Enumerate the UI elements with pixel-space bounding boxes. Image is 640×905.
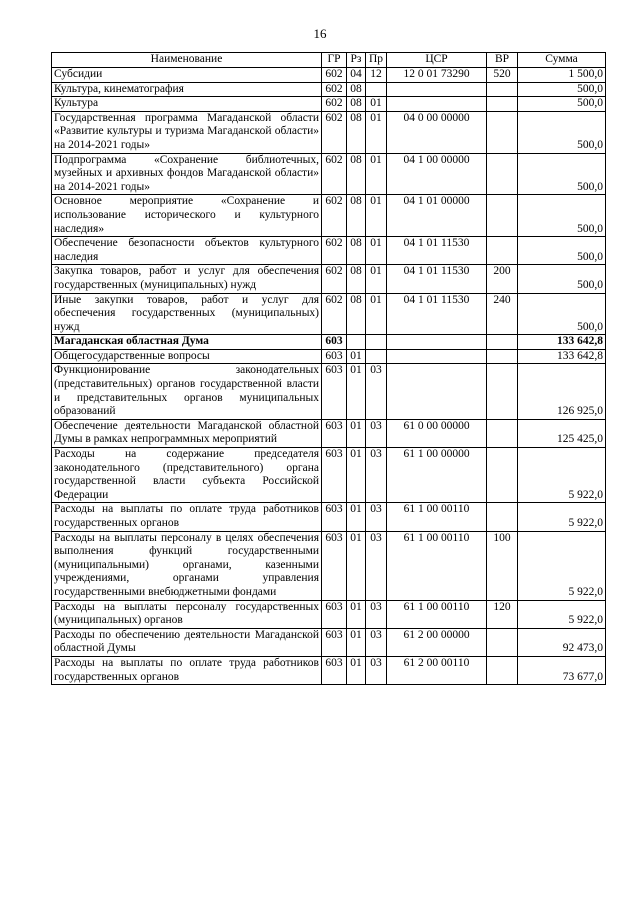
cell-vr: 200 — [487, 265, 518, 293]
table-row — [52, 68, 606, 83]
cell-gr: 602 — [322, 195, 347, 237]
cell-gr: 602 — [322, 82, 347, 97]
cell-gr: 602 — [322, 68, 347, 83]
budget-table — [51, 52, 606, 685]
cell-csr — [387, 364, 487, 419]
cell-gr: 603 — [322, 364, 347, 419]
cell-sum: 73 677,0 — [518, 656, 606, 684]
cell-rz: 01 — [347, 349, 366, 364]
table-row — [52, 111, 606, 153]
cell-pr: 01 — [366, 293, 387, 335]
cell-vr — [487, 448, 518, 503]
cell-sum: 500,0 — [518, 97, 606, 112]
cell-name: Расходы на выплаты персоналу государственных (муниципальных) органов — [52, 600, 322, 628]
table-row — [52, 82, 606, 97]
cell-pr — [366, 82, 387, 97]
cell-rz: 08 — [347, 153, 366, 195]
cell-gr: 602 — [322, 111, 347, 153]
cell-sum: 500,0 — [518, 82, 606, 97]
cell-vr — [487, 111, 518, 153]
cell-sum: 500,0 — [518, 237, 606, 265]
cell-vr: 120 — [487, 600, 518, 628]
cell-csr: 04 1 01 11530 — [387, 265, 487, 293]
cell-rz: 08 — [347, 265, 366, 293]
header-csr: ЦСР — [387, 53, 487, 68]
table-body — [52, 68, 606, 685]
cell-rz: 01 — [347, 503, 366, 531]
header-gr: ГР — [322, 53, 347, 68]
cell-rz: 01 — [347, 628, 366, 656]
cell-name: Обеспечение деятельности Магаданской областной Думы в рамках непрограммных мероприятий — [52, 419, 322, 447]
cell-vr — [487, 628, 518, 656]
cell-gr: 602 — [322, 265, 347, 293]
cell-gr: 602 — [322, 97, 347, 112]
cell-vr — [487, 419, 518, 447]
cell-gr: 603 — [322, 503, 347, 531]
cell-gr: 603 — [322, 531, 347, 600]
cell-csr: 61 1 00 00110 — [387, 600, 487, 628]
table-header — [52, 53, 606, 68]
cell-pr — [366, 349, 387, 364]
cell-rz: 01 — [347, 448, 366, 503]
cell-rz: 04 — [347, 68, 366, 83]
header-pr: Пр — [366, 53, 387, 68]
header-sum: Сумма — [518, 53, 606, 68]
cell-sum: 500,0 — [518, 293, 606, 335]
cell-name: Расходы на содержание председателя законодательного (представительного) органа государственной власти субъекта Российской Федерации — [52, 448, 322, 503]
table-row — [52, 195, 606, 237]
cell-sum: 1 500,0 — [518, 68, 606, 83]
cell-gr: 603 — [322, 628, 347, 656]
cell-csr — [387, 97, 487, 112]
cell-name: Подпрограмма «Сохранение библиотечных, музейных и архивных фондов Магаданской области» на 2014-2021 годы» — [52, 153, 322, 195]
cell-name: Расходы на выплаты по оплате труда работников государственных органов — [52, 503, 322, 531]
cell-sum: 5 922,0 — [518, 600, 606, 628]
cell-csr — [387, 82, 487, 97]
cell-pr: 03 — [366, 448, 387, 503]
cell-rz: 08 — [347, 97, 366, 112]
cell-csr: 61 1 00 00110 — [387, 503, 487, 531]
cell-pr: 03 — [366, 364, 387, 419]
cell-csr: 61 2 00 00000 — [387, 628, 487, 656]
cell-sum: 133 642,8 — [518, 349, 606, 364]
cell-pr: 03 — [366, 419, 387, 447]
cell-name: Иные закупки товаров, работ и услуг для обеспечения государственных (муниципальных) нужд — [52, 293, 322, 335]
table-row — [52, 153, 606, 195]
cell-vr — [487, 97, 518, 112]
cell-pr: 01 — [366, 153, 387, 195]
cell-vr: 520 — [487, 68, 518, 83]
cell-rz: 01 — [347, 364, 366, 419]
cell-csr: 61 2 00 00110 — [387, 656, 487, 684]
table-row — [52, 265, 606, 293]
cell-sum: 133 642,8 — [518, 335, 606, 350]
cell-name: Обеспечение безопасности объектов культурного наследия — [52, 237, 322, 265]
page-number: 16 — [313, 26, 327, 41]
cell-pr: 01 — [366, 97, 387, 112]
cell-csr — [387, 349, 487, 364]
cell-rz: 08 — [347, 237, 366, 265]
cell-sum: 5 922,0 — [518, 531, 606, 600]
cell-sum: 126 925,0 — [518, 364, 606, 419]
cell-csr: 61 0 00 00000 — [387, 419, 487, 447]
cell-rz — [347, 335, 366, 350]
cell-vr — [487, 656, 518, 684]
header-name: Наименование — [52, 53, 322, 68]
cell-name: Основное мероприятие «Сохранение и использование исторического и культурного наследия» — [52, 195, 322, 237]
cell-pr: 01 — [366, 195, 387, 237]
cell-pr: 03 — [366, 600, 387, 628]
cell-rz: 01 — [347, 419, 366, 447]
cell-csr: 04 1 01 11530 — [387, 293, 487, 335]
cell-gr: 603 — [322, 419, 347, 447]
cell-csr — [387, 335, 487, 350]
table-row — [52, 349, 606, 364]
cell-csr: 04 1 01 00000 — [387, 195, 487, 237]
cell-rz: 08 — [347, 111, 366, 153]
cell-vr — [487, 82, 518, 97]
cell-gr: 603 — [322, 656, 347, 684]
cell-csr: 61 1 00 00110 — [387, 531, 487, 600]
cell-name: Государственная программа Магаданской области «Развитие культуры и туризма Магаданской области» на 2014-2021 годы» — [52, 111, 322, 153]
cell-gr: 603 — [322, 448, 347, 503]
cell-rz: 08 — [347, 195, 366, 237]
cell-vr: 240 — [487, 293, 518, 335]
table-row — [52, 628, 606, 656]
cell-sum: 500,0 — [518, 265, 606, 293]
table-row — [52, 335, 606, 350]
table-row — [52, 503, 606, 531]
cell-vr: 100 — [487, 531, 518, 600]
cell-name: Расходы на выплаты по оплате труда работников государственных органов — [52, 656, 322, 684]
table-row — [52, 531, 606, 600]
cell-vr — [487, 195, 518, 237]
table-row — [52, 237, 606, 265]
table-row — [52, 600, 606, 628]
table-row — [52, 656, 606, 684]
cell-rz: 01 — [347, 656, 366, 684]
cell-csr: 04 1 01 11530 — [387, 237, 487, 265]
table-row — [52, 448, 606, 503]
cell-pr: 01 — [366, 237, 387, 265]
header-vr: ВР — [487, 53, 518, 68]
cell-vr — [487, 349, 518, 364]
cell-sum: 500,0 — [518, 111, 606, 153]
cell-name: Закупка товаров, работ и услуг для обеспечения государственных (муниципальных) нужд — [52, 265, 322, 293]
cell-pr: 03 — [366, 656, 387, 684]
table-row — [52, 419, 606, 447]
cell-pr: 03 — [366, 503, 387, 531]
cell-vr — [487, 364, 518, 419]
cell-sum: 125 425,0 — [518, 419, 606, 447]
cell-sum: 500,0 — [518, 153, 606, 195]
cell-rz: 08 — [347, 293, 366, 335]
cell-sum: 92 473,0 — [518, 628, 606, 656]
cell-pr: 12 — [366, 68, 387, 83]
cell-sum: 5 922,0 — [518, 448, 606, 503]
cell-pr: 01 — [366, 265, 387, 293]
cell-gr: 602 — [322, 153, 347, 195]
cell-name: Культура — [52, 97, 322, 112]
cell-vr — [487, 335, 518, 350]
cell-gr: 603 — [322, 349, 347, 364]
cell-name: Субсидии — [52, 68, 322, 83]
cell-sum: 5 922,0 — [518, 503, 606, 531]
table-row — [52, 293, 606, 335]
cell-pr: 03 — [366, 531, 387, 600]
cell-name: Расходы на выплаты персоналу в целях обеспечения выполнения функций государственными (муниципальными) органами, казенными учреждениями, органами управления государственными внебюджетными фондами — [52, 531, 322, 600]
cell-gr: 602 — [322, 293, 347, 335]
cell-csr: 12 0 01 73290 — [387, 68, 487, 83]
cell-vr — [487, 153, 518, 195]
cell-name: Функционирование законодательных (представительных) органов государственной власти и представительных органов муниципальных образований — [52, 364, 322, 419]
cell-pr — [366, 335, 387, 350]
table-row — [52, 97, 606, 112]
cell-vr — [487, 237, 518, 265]
cell-sum: 500,0 — [518, 195, 606, 237]
cell-gr: 603 — [322, 600, 347, 628]
cell-name: Расходы по обеспечению деятельности Магаданской областной Думы — [52, 628, 322, 656]
cell-rz: 01 — [347, 600, 366, 628]
cell-csr: 61 1 00 00000 — [387, 448, 487, 503]
cell-pr: 03 — [366, 628, 387, 656]
cell-csr: 04 1 00 00000 — [387, 153, 487, 195]
cell-csr: 04 0 00 00000 — [387, 111, 487, 153]
cell-name: Общегосударственные вопросы — [52, 349, 322, 364]
cell-vr — [487, 503, 518, 531]
cell-gr: 603 — [322, 335, 347, 350]
cell-name: Культура, кинематография — [52, 82, 322, 97]
cell-pr: 01 — [366, 111, 387, 153]
cell-rz: 08 — [347, 82, 366, 97]
header-rz: Рз — [347, 53, 366, 68]
cell-rz: 01 — [347, 531, 366, 600]
cell-gr: 602 — [322, 237, 347, 265]
cell-name: Магаданская областная Дума — [52, 335, 322, 350]
table-row — [52, 364, 606, 419]
